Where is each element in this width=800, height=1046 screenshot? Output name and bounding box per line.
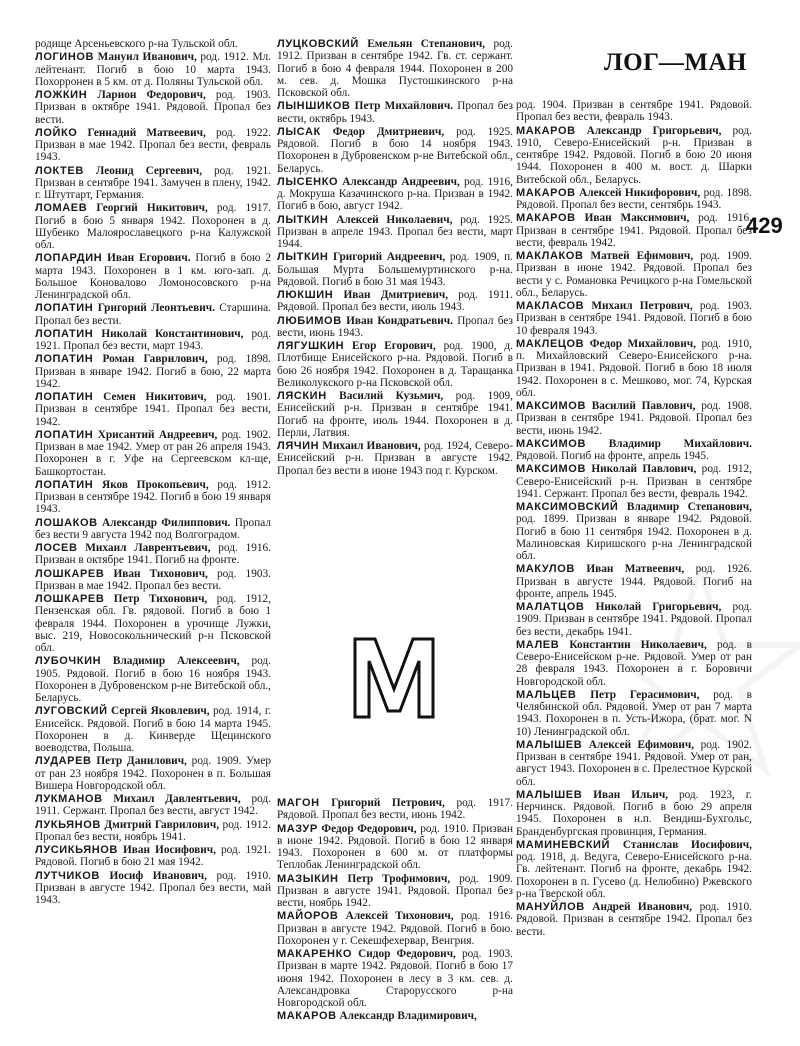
biographical-entry — [277, 390, 513, 439]
biographical-entry — [516, 601, 752, 638]
entry-details: род. 1918, д. Ведуга, Северо-Енисейского р-на. Гв. лейтенант. Погиб на фронте, декабрь 1942. Похоронен в п. Гусево (д. Нелюбино) Ржевского р-на Тверской обл. — [516, 851, 752, 900]
column-2-after-letter — [277, 797, 513, 1024]
entry-surname: ЛОПАТИН — [35, 353, 94, 366]
entry-given-name: Петр Данилович, — [96, 755, 187, 768]
entry-given-name: Дмитрий Гаврилович, — [104, 818, 220, 831]
entry-details: род. 1908. Призван в сентябре 1941. Рядовой. Пропал без вести, июнь 1942. — [516, 400, 752, 437]
entry-given-name: Иван Ильич, — [593, 788, 669, 801]
entry-surname: ЛОЙКО — [35, 126, 78, 139]
entry-surname: МАГОН — [277, 797, 320, 809]
continuation-text: родище Арсеньевского р-на Тульской обл. — [35, 38, 238, 50]
entry-surname: ЛОГИНОВ — [35, 51, 95, 64]
biographical-entry — [516, 438, 752, 463]
entry-surname: МАМИНЕВСКИЙ — [516, 838, 611, 851]
entry-surname: ЛОПАТИН — [35, 478, 94, 491]
entry-given-name: Мануил Иванович, — [97, 51, 197, 64]
entry-surname: ЛУКЬЯНОВ — [35, 818, 101, 831]
entry-surname: ЛОШАКОВ — [35, 516, 98, 529]
entry-given-name: Алексей Николаевич, — [336, 213, 453, 226]
entry-given-name: Владимир Михайлович. — [608, 437, 752, 450]
biographical-entry — [35, 542, 271, 567]
entry-surname: ЛУГОВСКИЙ — [35, 705, 108, 718]
running-header: ЛОГ—МАН — [604, 49, 747, 76]
entry-given-name: Александр Григорьевич, — [586, 124, 722, 137]
entry-given-name: Константин Николаевич, — [569, 638, 707, 651]
entry-surname: ЛЮКШИН — [277, 289, 334, 301]
section-letter-m — [353, 637, 435, 719]
entry-surname: МАКУЛОВ — [516, 563, 575, 576]
entry-details: род. 1912, Пензенская обл. Гв. рядовой. Погиб в бою 1 февраля 1944. Похоронен в урочище Лужки, выс. 219, Новосокольнический р-н Псковской обл. — [35, 593, 271, 654]
section-letter-outline — [355, 639, 433, 717]
entry-surname: ЛЯСКИН — [277, 390, 327, 402]
entry-given-name: Иван Иосифович, — [122, 844, 216, 856]
entry-given-name: Леонид Сергеевич, — [95, 164, 203, 177]
entry-surname: МАКАРЕНКО — [277, 948, 353, 960]
entry-surname: МАЗЫКИН — [277, 872, 339, 885]
biographical-entry — [35, 568, 271, 593]
entry-given-name: Михаил Иванович, — [322, 440, 421, 452]
entry-details: Пропал без вести 9 августа 1942 под Волгоградом. — [35, 516, 272, 541]
entry-surname: ЛЯЧИН — [277, 440, 320, 452]
biographical-entry — [277, 1010, 513, 1022]
entry-surname: ЛЮБИМОВ — [277, 314, 342, 327]
biographical-entry — [35, 755, 271, 792]
entry-surname: МАКЛЕЦОВ — [516, 337, 585, 350]
entry-details: род. 1909. Умер от ран 23 ноября 1942. Похоронен в п. Большая Вишера Новгородской обл. — [35, 755, 271, 792]
biographical-entry — [35, 165, 271, 202]
biographical-entry — [516, 125, 752, 186]
entry-given-name: Василий Павлович, — [591, 400, 696, 412]
entry-details: род. 1909. Призван в июне 1942. Рядовой. Пропал без вести у с. Романовка Речицкого р-на Гомельской обл., Беларусь. — [516, 250, 752, 299]
entry-details: Рядовой. Погиб на фронте, апрель 1945. — [516, 450, 709, 462]
entry-surname: ЛУСИКЬЯНОВ — [35, 844, 118, 856]
entry-surname: МАКЛАКОВ — [516, 250, 584, 262]
entry-details: род. 1917. Рядовой. Пропал без вести, июнь 1942. — [277, 797, 513, 822]
entry-given-name: Сидор Федорович, — [358, 948, 456, 960]
entry-given-name: Алексей Тихонович, — [345, 910, 454, 923]
entry-given-name: Иосиф Иванович, — [109, 869, 207, 882]
entry-details: род. 1898. Призван в январе 1942. Погиб в бою, 22 марта 1942. — [35, 353, 271, 390]
entry-surname: ЛОПАРДИН — [35, 252, 103, 265]
entry-list — [516, 125, 752, 938]
entry-given-name: Александр Владимирович, — [339, 1010, 477, 1023]
biographical-entry — [35, 870, 271, 907]
biographical-entry — [277, 251, 513, 288]
entry-surname: ЛОПАТИН — [35, 302, 94, 315]
page-number: 429 — [746, 213, 783, 238]
entry-surname: ЛУКМАНОВ — [35, 793, 103, 805]
biographical-entry — [516, 739, 752, 788]
entry-given-name: Михаил Петрович, — [591, 300, 693, 312]
entry-given-name: Иван Матвеевич, — [586, 563, 685, 576]
biographical-entry — [277, 100, 513, 125]
biographical-entry — [35, 302, 271, 327]
biographical-entry — [516, 250, 752, 299]
biographical-entry — [35, 593, 271, 654]
entry-details: род. 1911. Сержант. Пропал без вести, август 1942. — [35, 793, 271, 818]
biographical-entry — [277, 176, 513, 213]
entry-surname: ЛОЖКИН — [35, 89, 88, 101]
entry-surname: ЛУЦКОВСКИЙ — [277, 38, 359, 50]
entry-details: род. 1903. Призван в мае 1942. Пропал без вести. — [35, 567, 271, 592]
entry-given-name: Яков Прокопьевич, — [102, 478, 209, 491]
entry-surname: ЛОПАТИН — [35, 428, 94, 441]
entry-given-name: Иван Кондратьевич. — [346, 314, 453, 327]
entry-details: род. 1923, г. Нерчинск. Рядовой. Погиб в бою 29 апреля 1945. Похоронен в н.п. Вендиш-Бухгольс, Бранденбургская провинция, Германия. — [516, 788, 752, 838]
entry-details: Старшина. Пропал без вести. — [35, 302, 272, 327]
biographical-entry — [516, 300, 752, 337]
entry-details: род. 1912, Северо-Енисейский р-н. Призван в сентябре 1941. Сержант. Пропал без вести, февраль 1942. — [516, 463, 752, 500]
biographical-entry — [35, 429, 271, 478]
entry-surname: ЛОСЕВ — [35, 542, 78, 554]
entry-details: род. 1912. Призван в сентябре 1942. Погиб в бою 19 января 1943. — [35, 478, 272, 516]
entry-details: род. 1910, п. Михайловский Северо-Енисейского р-на. Призван в 1941. Рядовой. Погиб в бою 18 июля 1942. Похоронен в с. Мешково, мог. 74, Курская обл. — [516, 337, 752, 399]
entry-details: род. 1925. Призван в апреле 1943. Пропал без вести, март 1944. — [277, 213, 514, 250]
entry-details: род. 1909, Енисейский р-н. Призван в сентябре 1941. Погиб на фронте, июль 1944. Похоронен в д. Перли, Латвия. — [277, 390, 513, 439]
entry-details: род. 1912. Пропал без вести, ноябрь 1941. — [35, 818, 271, 843]
biographical-entry — [35, 844, 271, 869]
biographical-entry — [35, 89, 271, 126]
entry-list — [277, 797, 513, 1023]
entry-surname: МАЛЫШЕВ — [516, 738, 583, 751]
biographical-entry — [35, 353, 271, 390]
biographical-entry — [35, 655, 271, 704]
entry-given-name: Роман Гаврилович, — [102, 353, 208, 366]
entry-details: род. 1926. Призван в августе 1944. Рядовой. Погиб на фронте, апрель 1945. — [516, 563, 752, 600]
entry-given-name: Егор Егорович, — [352, 340, 436, 352]
entry-given-name: Иван Тихонович, — [113, 567, 208, 580]
entry-details: род. 1916. Призван в августе 1942. Рядовой. Погиб в бою. Похоронен у г. Секешфехервар, Венгрия. — [277, 910, 513, 947]
entry-details: род. 1903. Призван в октябре 1941. Рядовой. Пропал без вести. — [35, 89, 271, 126]
entry-given-name: Алексей Ефимович, — [588, 738, 695, 751]
entry-surname: МАКСИМОВ — [516, 437, 586, 450]
entry-details: род. 1916. Призван в сентябре 1941. Рядовой. Пропал без вести, февраль 1942. — [516, 212, 753, 249]
entry-given-name: Александр Андреевич, — [342, 175, 460, 188]
biographical-entry — [516, 187, 752, 212]
entry-details: род. 1916, д. Мокруша Казачинского р-на. Призван в 1942. Погиб в бою, август 1942. — [277, 175, 513, 213]
section-letter-text: М — [393, 697, 395, 698]
biographical-entry — [516, 563, 752, 600]
entry-details: род. 1911. Рядовой. Пропал без вести, июль 1943. — [277, 289, 513, 314]
entry-details: род. 1921. Призван в сентябре 1941. Замучен в плену, 1942. г. Штутгарт, Германия. — [35, 164, 271, 201]
entry-details: род. 1909. Призван в сентябре 1941. Рядовой. Пропал без вести, декабрь 1941. — [516, 601, 752, 638]
entry-details: род. 1903. Призван в марте 1942. Рядовой. Погиб в бою 17 июня 1942. Похоронен в лесу в 3 км. сев. д. Александровка Старорусского р-на Новгородской обл. — [277, 948, 513, 1009]
entry-surname: МАЛЕВ — [516, 638, 560, 651]
biographical-entry — [277, 126, 513, 175]
entry-details: род. 1909. Призван в августе 1941. Рядовой. Пропал без вести, ноябрь 1942. — [277, 872, 513, 909]
entry-details: род. 1925. Рядовой. Погиб в бою 14 ноября 1943. Похоронен в Дубровенском р-не Витебской обл., Беларусь. — [277, 125, 514, 175]
entry-list — [277, 38, 513, 477]
entry-surname: МАКАРОВ — [516, 212, 576, 225]
entry-given-name: Михаил Давлентьевич, — [113, 793, 241, 805]
entry-details: род. 1902. Призван в сентябре 1941. Рядовой. Умер от ран, август 1943. Похоронен в с. Прелестное Курской обл. — [516, 738, 752, 788]
entry-details: род. 1921. Пропал без вести, март 1943. — [35, 327, 272, 352]
entry-surname: ЛУТЧИКОВ — [35, 869, 100, 882]
column-1 — [35, 38, 271, 907]
entry-details: род. 1914, г. Енисейск. Рядовой. Погиб в бою 14 марта 1945. Похоронен в д. Кинверде Щецинского воеводства, Польша. — [35, 705, 272, 754]
entry-given-name: Петр Трофимович, — [347, 872, 451, 885]
entry-surname: МАЗУР — [277, 822, 318, 835]
biographical-entry — [516, 839, 752, 900]
entry-given-name: Геннадий Матвеевич, — [87, 126, 206, 139]
biographical-entry — [516, 789, 752, 838]
entry-surname: ЛЫТКИН — [277, 213, 329, 226]
entry-surname: ЛЫСЕНКО — [277, 175, 339, 188]
continuation-text: род. 1904. Призван в сентябре 1941. Рядовой. Пропал без вести, февраль 1943. — [516, 99, 752, 124]
biographical-entry — [35, 391, 271, 428]
entry-surname: ЛЫТКИН — [277, 251, 329, 264]
entry-details: род. в Северо-Енисейском р-не. Рядовой. Умер от ран 28 февраля 1943. Похоронен в г. Боровичи Новгородской обл. — [516, 638, 753, 688]
entry-surname: МАКАРОВ — [277, 1010, 337, 1023]
entry-given-name: Владимир Степанович, — [626, 501, 752, 513]
biographical-entry — [277, 440, 513, 477]
entry-given-name: Семен Никитович, — [103, 391, 207, 403]
biographical-entry — [35, 328, 271, 353]
entry-given-name: Федор Федорович, — [321, 822, 417, 835]
entry-given-name: Владимир Алексеевич, — [112, 655, 240, 668]
entry-given-name: Николай Павлович, — [591, 463, 697, 476]
entry-details: род. 1910. Призван в июне 1942. Рядовой. Погиб в бою 12 января 1943. Похоронен в 600 м. от платформы Теплобак Ленинградской обл. — [277, 822, 513, 872]
entry-given-name: Федор Михайлович, — [589, 337, 696, 350]
biographical-entry — [35, 252, 271, 301]
entry-given-name: Сергей Яковлевич, — [111, 705, 210, 718]
entry-details: род. 1902. Призван в мае 1942. Умер от ран 26 апреля 1943. Похоронен в г. Уфе на Сергеевском кл-ще, Башкортостан. — [35, 428, 271, 478]
entry-details: род. 1922. Призван в мае 1942. Пропал без вести, февраль 1943. — [35, 126, 271, 164]
entry-surname: МАЛЫШЕВ — [516, 788, 583, 801]
entry-surname: МАЛЬЦЕВ — [516, 688, 577, 701]
entry-given-name: Иван Максимович, — [584, 212, 690, 225]
biographical-entry — [35, 202, 271, 251]
biographical-entry — [35, 819, 271, 844]
entry-surname: МАКСИМОВ — [516, 400, 586, 412]
biographical-entry — [277, 214, 513, 251]
biographical-entry — [35, 127, 271, 164]
entry-surname: ЛОПАТИН — [35, 327, 94, 340]
entry-details: род. 1921. Рядовой. Погиб в бою 21 мая 1942. — [35, 844, 271, 869]
entry-given-name: Федор Дмитриевич, — [332, 125, 445, 138]
entry-given-name: Григорий Андреевич, — [333, 251, 446, 264]
entry-details: род. 1905. Рядовой. Погиб в бою 16 ноября 1943. Похоронен в Дубровенском р-не Витебской обл., Беларусь. — [35, 655, 272, 704]
biographical-entry — [516, 901, 752, 938]
biographical-entry — [516, 639, 752, 688]
entry-given-name: Николай Григорьевич, — [595, 601, 722, 613]
biographical-entry — [516, 400, 752, 437]
entry-surname: ЛОПАТИН — [35, 391, 94, 403]
biographical-entry — [516, 689, 752, 738]
entry-details: род. 1912. Призван в сентябре 1942. Гв. ст. сержант. Погиб в бою 4 февраля 1944. Похоронен в 200 м. сев. д. Мошка Пустошкинского р-на Псковской обл. — [277, 38, 513, 99]
entry-details: род. 1912. Мл. лейтенант. Погиб в бою 10 марта 1943. Похорронен в 5 км. от д. Поляны Тульской обл. — [35, 51, 271, 88]
column-3 — [516, 99, 752, 939]
entry-given-name: Хрисантий Андреевич, — [97, 428, 218, 441]
entry-surname: ЛЫНШИКОВ — [277, 100, 351, 113]
entry-surname: МАКАРОВ — [516, 186, 576, 199]
entry-details: Пропал без вести, июнь 1943. — [277, 314, 513, 339]
entry-given-name: Григорий Петрович, — [331, 797, 445, 809]
biographical-entry — [35, 51, 271, 88]
entry-surname: МАКАРОВ — [516, 124, 576, 137]
entry-details: род. 1910, Северо-Енисейский р-н. Призван в сентябре 1942. Рядовой. Погиб в бою 20 июня 1944. Похоронен в 400 м. вост. д. Шарки Витебской обл., Беларусь. — [516, 124, 753, 186]
biographical-entry — [277, 797, 513, 822]
biographical-entry — [516, 212, 752, 249]
entry-given-name: Станислав Иосифович, — [622, 838, 752, 851]
biographical-entry — [35, 517, 271, 542]
entry-surname: МАКСИМОВ — [516, 463, 586, 476]
biographical-entry — [35, 793, 271, 818]
entry-details: род. в Челябинской обл. Рядовой. Умер от ран 7 марта 1943. Похоронен в п. Усть-Ижора, (брат. мог. N 10) Ленинградской обл. — [516, 688, 753, 738]
biographical-entry — [277, 340, 513, 389]
entry-surname: МАКСИМОВСКИЙ — [516, 501, 619, 513]
entry-details: Погиб в бою 2 марта 1943. Похоронен в 1 км. юго-зап. д. Большое Коновалово Ломоносовского р-на Ленинградской обл. — [35, 252, 271, 301]
entry-list — [35, 51, 271, 906]
entry-details: род. 1901. Призван в сентябре 1941. Пропал без вести, 1942. — [35, 391, 271, 428]
entry-details: род. 1903. Призван в сентябре 1941. Рядовой. Погиб в бою 10 февраля 1943. — [516, 300, 752, 337]
biographical-entry — [277, 315, 513, 340]
entry-given-name: Николай Константинович, — [101, 327, 244, 340]
entry-surname: МАЛАТЦОВ — [516, 601, 585, 613]
entry-given-name: Матвей Ефимович, — [590, 250, 694, 262]
entry-given-name: Петр Михайлович. — [354, 100, 454, 113]
entry-given-name: Иван Дмитриевич, — [343, 289, 449, 301]
column-2 — [277, 38, 513, 478]
entry-surname: ЛЫСАК — [277, 125, 321, 138]
entry-given-name: Василий Кузьмич, — [339, 390, 444, 402]
biographical-entry — [277, 948, 513, 1009]
entry-given-name: Григорий Леонтьевич. — [97, 302, 215, 315]
biographical-entry — [277, 38, 513, 99]
entry-surname: ЛОШКАРЕВ — [35, 593, 105, 605]
entry-details: род. 1909, п. Большая Мурта Большемуртинского р-на. Рядовой. Погиб в бою 31 мая 1943. — [277, 251, 514, 288]
entry-surname: ЛОШКАРЕВ — [35, 567, 105, 580]
entry-surname: ЛУДАРЕВ — [35, 755, 92, 768]
entry-surname: ЛЯГУШКИН — [277, 340, 345, 352]
entry-given-name: Емельян Степанович, — [367, 38, 486, 50]
biographical-entry — [277, 823, 513, 872]
entry-surname: ЛОКТЕВ — [35, 164, 84, 177]
biographical-entry — [277, 873, 513, 910]
biographical-entry — [277, 910, 513, 947]
biographical-entry — [35, 479, 271, 516]
entry-given-name: Иван Егорович. — [107, 252, 191, 265]
biographical-entry — [277, 289, 513, 314]
entry-surname: МАЙОРОВ — [277, 910, 339, 923]
entry-given-name: Александр Филиппович. — [101, 516, 231, 529]
biographical-entry — [516, 338, 752, 399]
biographical-entry — [35, 705, 271, 754]
entry-details: род. 1898. Рядовой. Пропал без вести, сентябрь 1943. — [516, 186, 752, 211]
biographical-entry — [516, 463, 752, 500]
entry-details: род. 1917. Погиб в бою 5 января 1942. Похоронен в д. Шубенко Малоярославецкого р-на Калужской обл. — [35, 202, 271, 251]
entry-surname: ЛОМАЕВ — [35, 202, 88, 215]
entry-given-name: Георгий Никитович, — [96, 202, 208, 215]
entry-surname: МАНУЙЛОВ — [516, 901, 585, 913]
entry-details: род. 1924, Северо-Енисейский р-н. Призван в августе 1942. Пропал без вести в июне 1943 под г. Курском. — [277, 440, 513, 477]
entry-details: Пропал без вести, октябрь 1943. — [277, 100, 513, 125]
entry-details: род. 1916. Призван в октябре 1941. Погиб на фронте. — [35, 542, 271, 567]
entry-given-name: Петр Герасимович, — [590, 688, 700, 701]
entry-surname: ЛУБОЧКИН — [35, 655, 102, 668]
entry-given-name: Алексей Никифорович, — [579, 186, 701, 199]
entry-details: род. 1899. Призван в январе 1942. Рядовой. Погиб в бою 11 сентября 1942. Похоронен в д. Малиновская Киришского р-на Ленинградской обл. — [516, 513, 752, 562]
entry-surname: МАКЛАСОВ — [516, 300, 585, 312]
biographical-entry — [516, 501, 752, 562]
entry-details: род. 1900, д. Плотбище Енисейского р-на. Рядовой. Погиб в бою 26 ноября 1942. Похоронен в д. Таращанка Великолукского р-на Псковской обл. — [277, 340, 513, 389]
entry-given-name: Андрей Иванович, — [592, 901, 693, 913]
entry-details: род. 1910. Призван в августе 1942. Пропал без вести, май 1943. — [35, 869, 271, 906]
entry-given-name: Ларион Федорович, — [97, 89, 206, 101]
entry-details: род. 1910. Рядовой. Призван в сентябре 1942. Пропал без вести. — [516, 901, 752, 938]
entry-given-name: Петр Тихонович, — [113, 593, 208, 605]
entry-given-name: Михаил Лаврентьевич, — [85, 542, 211, 554]
